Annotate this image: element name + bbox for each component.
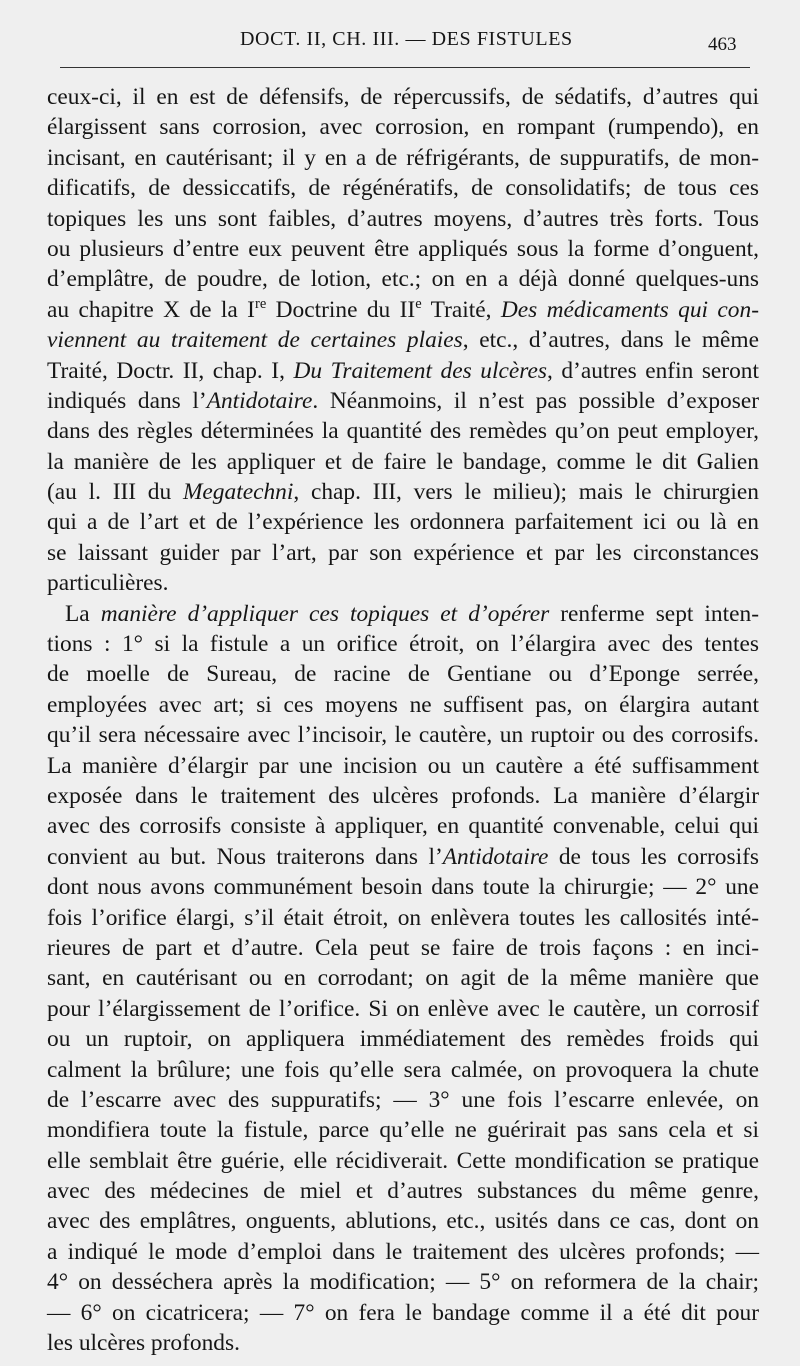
text-line xyxy=(47,903,759,933)
text-run: ou un ruptoir, on appliquera immédiatement des remèdes froids qui xyxy=(47,1026,759,1053)
text-line xyxy=(47,82,759,112)
text-run: de moelle de Sureau, de racine de Gentiane ou d’Eponge serrée, xyxy=(47,661,759,688)
text-line xyxy=(47,325,759,355)
text-line xyxy=(47,1115,759,1145)
text-line xyxy=(47,1146,759,1176)
text-run: pour l’élargissement de l’orifice. Si on enlève avec le cautère, un corrosif xyxy=(47,995,759,1022)
text-line xyxy=(47,204,759,234)
text-line xyxy=(47,781,759,811)
text-run: dont nous avons communément besoin dans toute la chirurgie; — 2° une xyxy=(47,874,759,901)
text-line xyxy=(47,1328,759,1358)
text-run: sant, en cautérisant ou en corrodant; on agit de la même manière que xyxy=(47,965,759,992)
text-line xyxy=(47,720,759,750)
text-line xyxy=(47,356,759,386)
text-line xyxy=(47,295,759,325)
text-run: avec des emplâtres, onguents, ablutions, etc., usités dans ce cas, dont on xyxy=(47,1208,759,1235)
text-run: qui a de l’art et de l’expérience les ordonnera parfaitement ici ou là en xyxy=(47,509,759,536)
text-run: qu’il sera nécessaire avec l’incisoir, le cautère, un ruptoir ou des corrosifs. xyxy=(47,722,759,749)
text-run: indiqués dans l’ xyxy=(47,387,207,414)
text-line xyxy=(47,811,759,841)
superscript: e xyxy=(415,295,422,312)
text-run: dans des règles déterminées la quantité des remèdes qu’on peut employer, xyxy=(47,418,759,445)
text-line xyxy=(47,963,759,993)
text-run: La xyxy=(65,600,101,627)
text-run: , d’autres enfin seront xyxy=(546,357,759,384)
text-line xyxy=(47,872,759,902)
text-run: au chapitre X de la I xyxy=(47,296,255,323)
italic-text: viennent au traitement de certaines plaies xyxy=(47,327,463,354)
text-line xyxy=(47,416,759,446)
text-line xyxy=(47,1085,759,1115)
page-number: 463 xyxy=(708,34,737,55)
text-line xyxy=(47,1176,759,1206)
page-header xyxy=(0,24,800,60)
text-line xyxy=(47,173,759,203)
text-line xyxy=(47,659,759,689)
text-line xyxy=(47,842,759,872)
text-run: — 6° on cicatricera; — 7° on fera le bandage comme il a été dit pour xyxy=(47,1299,759,1326)
text-run: La manière d’élargir par une incision ou un cautère a été suffisamment xyxy=(47,752,759,779)
italic-text: Megatechni xyxy=(182,479,294,506)
text-line xyxy=(47,1024,759,1054)
text-run: se laissant guider par l’art, par son expérience et par les circonstances xyxy=(47,539,759,566)
text-line xyxy=(47,264,759,294)
text-run: Traité, xyxy=(421,296,501,323)
italic-text: Antidotaire xyxy=(206,387,313,414)
text-run: 4° on desséchera après la modification; — 5° on reformera de la chair; xyxy=(47,1269,759,1296)
text-run: employées avec art; si ces moyens ne suffisent pas, on élargira autant xyxy=(47,691,759,718)
text-run: particulières. xyxy=(47,570,169,597)
text-run: elle semblait être guérie, elle récidiverait. Cette mondification se pratique xyxy=(47,1147,759,1174)
text-line xyxy=(47,507,759,537)
text-line xyxy=(47,994,759,1024)
text-line xyxy=(47,1206,759,1236)
text-line xyxy=(47,1055,759,1085)
text-run: de tous les corrosifs xyxy=(548,843,760,870)
text-run: a indiqué le mode d’emploi dans le traitement des ulcères profonds; — xyxy=(47,1238,759,1265)
text-run: exposée dans le traitement des ulcères profonds. La manière d’élargir xyxy=(47,782,759,809)
text-run: fois l’orifice élargi, s’il était étroit, on enlèvera toutes les callosités inté- xyxy=(47,904,759,931)
text-run: élargissent sans corrosion, avec corrosion, en rompant (rumpendo), en xyxy=(47,114,759,141)
text-run: tions : 1° si la fistule a un orifice étroit, on l’élargira avec des tentes xyxy=(47,631,759,658)
text-run: avec des corrosifs consiste à appliquer, en quantité convenable, celui qui xyxy=(47,813,759,840)
text-line xyxy=(47,386,759,416)
text-run: incisant, en cautérisant; il y en a de réfrigérants, de suppuratifs, de mon- xyxy=(47,144,759,171)
text-line xyxy=(47,568,759,598)
superscript: re xyxy=(254,295,267,312)
text-run: calment la brûlure; une fois qu’elle sera calmée, on provoquera la chute xyxy=(47,1056,759,1083)
text-run: mondifiera toute la fistule, parce qu’elle ne guérirait pas sans cela et si xyxy=(47,1117,759,1144)
text-run: . Néanmoins, il n’est pas possible d’exposer xyxy=(312,387,759,414)
italic-text: Antidotaire xyxy=(442,843,549,870)
text-run: ceux-ci, il en est de défensifs, de répercussifs, de sédatifs, d’autres qui xyxy=(47,84,759,110)
text-run: dificatifs, de dessiccatifs, de régénératifs, de consolidatifs; de tous ces xyxy=(47,175,759,202)
italic-text: Des médicaments qui con- xyxy=(500,296,759,323)
text-run: Traité, Doctr. II, chap. I, xyxy=(47,357,294,384)
text-line xyxy=(47,690,759,720)
header-rule xyxy=(60,67,750,68)
text-line xyxy=(47,599,759,629)
text-run: topiques les uns sont faibles, d’autres moyens, d’autres très forts. Tous xyxy=(47,205,759,232)
text-run: d’emplâtre, de poudre, de lotion, etc.; on en a déjà donné quelques-uns xyxy=(47,266,759,293)
text-line xyxy=(47,447,759,477)
text-line xyxy=(47,751,759,781)
text-line xyxy=(47,933,759,963)
text-run: convient au but. Nous traiterons dans l’ xyxy=(47,843,443,870)
text-line xyxy=(47,112,759,142)
text-line xyxy=(47,629,759,659)
text-run: renferme sept inten- xyxy=(549,600,759,627)
text-run: ou plusieurs d’entre eux peuvent être appliqués sous la forme d’onguent, xyxy=(47,235,759,262)
text-line xyxy=(47,1237,759,1267)
body-text xyxy=(47,82,759,1358)
italic-text: manière d’appliquer ces topiques et d’opérer xyxy=(100,600,550,627)
text-line xyxy=(47,477,759,507)
italic-text: Du Traitement des ulcères xyxy=(293,357,547,384)
text-line xyxy=(47,234,759,264)
text-run: , chap. III, vers le milieu); mais le chirurgien xyxy=(293,479,759,506)
text-run: , etc., d’autres, dans le même xyxy=(462,327,759,354)
text-run: avec des médecines de miel et d’autres substances du même genre, xyxy=(47,1178,759,1205)
text-line xyxy=(47,538,759,568)
text-run: (au l. III du xyxy=(47,479,183,506)
text-line xyxy=(47,1267,759,1297)
text-line xyxy=(47,143,759,173)
text-run: de l’escarre avec des suppuratifs; — 3° une fois l’escarre enlevée, on xyxy=(47,1086,759,1113)
text-run: la manière de les appliquer et de faire le bandage, comme le dit Galien xyxy=(47,448,759,475)
text-run: Doctrine du II xyxy=(266,296,416,323)
text-run: les ulcères profonds. xyxy=(47,1330,240,1357)
text-run: rieures de part et d’autre. Cela peut se faire de trois façons : en inci- xyxy=(47,934,759,961)
running-title: DOCT. II, CH. III. — DES FISTULES xyxy=(240,28,573,50)
text-line xyxy=(47,1298,759,1328)
